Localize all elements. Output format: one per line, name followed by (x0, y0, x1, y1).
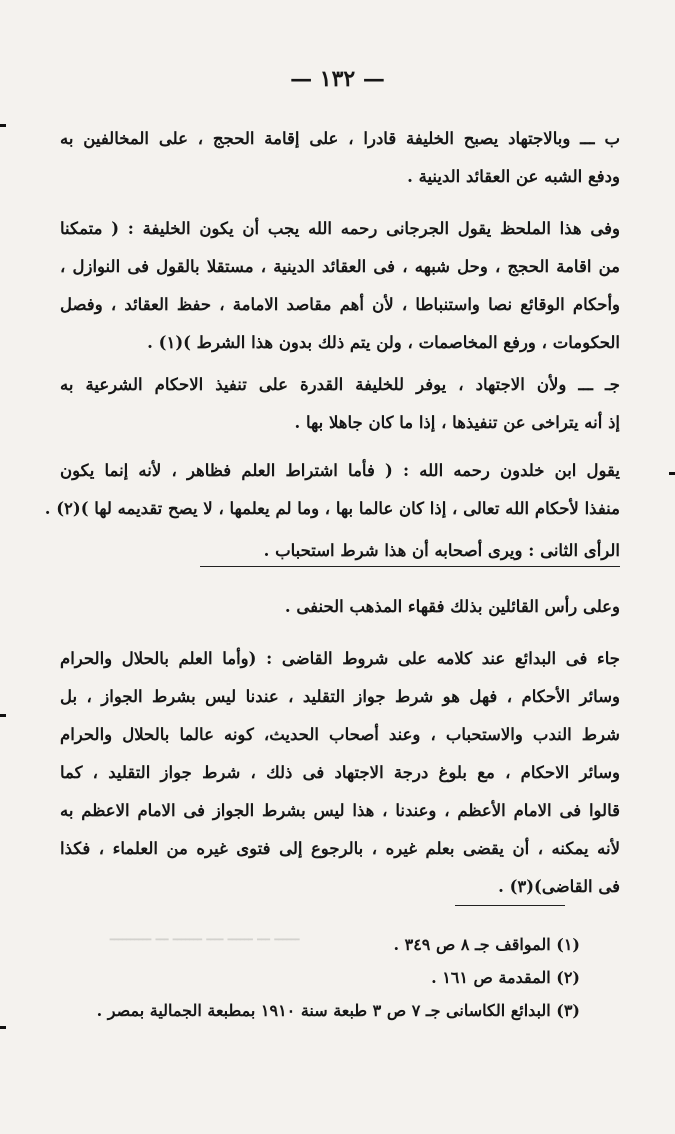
text-line: لأنه يمكنه ، أن يقضى بعلم غيره ، بالرجوع إلى فتوى غيره من العلماء ، فكذا (60, 839, 620, 858)
text-line: إذ أنه يتراخى عن تنفيذها ، إذا ما كان جاهلا بها . (294, 413, 620, 432)
footnote-1: (١) المواقف جـ ٨ ص ٣٤٩ . (393, 935, 580, 954)
footnote-divider (455, 905, 565, 906)
text-line: وعلى رأس القائلين بذلك فقهاء المذهب الحنفى . (284, 597, 620, 616)
text-line: الحكومات ، ورفع المخاصمات ، ولن يتم ذلك بدون هذا الشرط )(١) . (147, 333, 620, 352)
text-line: وسائر الأحكام ، فهل هو شرط جواز التقليد ، عندنا ليس بشرط الجواز ، بل (60, 687, 620, 706)
margin-mark (0, 1026, 6, 1029)
text-line: وأحكام الوقائع نصا واستنباطا ، لأن أهم مقاصد الامامة ، حفظ العقائد ، وفصل (60, 295, 620, 314)
text-line: جـ ـــ ولأن الاجتهاد ، يوفر للخليفة القدرة على تنفيذ الاحكام الشرعية به (60, 375, 620, 394)
paragraph-second-opinion (60, 532, 620, 570)
paragraph-badai-quote (60, 640, 620, 906)
paragraph-jurjani-paragraph (60, 210, 620, 362)
text-line: قالوا فى الامام الأعظم ، وعندنا ، هذا ليس بشرط الجواز فى الامام الاعظم به (60, 801, 620, 820)
margin-mark (0, 124, 6, 127)
text-line: شرط الندب والاستحباب ، وعند أصحاب الحديث، كونه عالما بالحلال والحرام (60, 725, 620, 744)
page-number: — ١٣٢ — (290, 66, 385, 92)
text-line: وفى هذا الملحظ يقول الجرجانى رحمه الله يجب أن يكون الخليفة : ( متمكنا (60, 219, 620, 238)
text-line: فى القاضى)(٣) . (498, 877, 620, 896)
text-line: وسائر الاحكام ، مع بلوغ درجة الاجتهاد فى ذلك ، شرط جواز التقليد ، كما (60, 763, 620, 782)
text-line: ب ـــ وبالاجتهاد يصبح الخليفة قادرا ، على إقامة الحجج ، على المخالفين به (60, 129, 620, 148)
paragraph-hanafi-paragraph (60, 588, 620, 626)
paragraph-ibn-khaldun-paragraph (44, 452, 620, 528)
text-line: من اقامة الحجج ، وحل شبهه ، فى العقائد الدينية ، مستقلا بالقول فى النوازل ، (60, 257, 620, 276)
footnote-2: (٢) المقدمة ص ١٦١ . (431, 968, 580, 987)
text-line: يقول ابن خلدون رحمه الله : ( فأما اشتراط العلم فظاهر ، لأنه إنما يكون (60, 461, 620, 480)
text-line: منفذا لأحكام الله تعالى ، إذا كان عالما بها ، وما لم يعلمها ، لا يصح تقديمه لها )(٢) . (44, 499, 620, 518)
underline (200, 566, 620, 567)
margin-mark (0, 714, 6, 717)
text-line: الرأى الثانى : ويرى أصحابه أن هذا شرط استحباب . (263, 541, 620, 560)
footnote-3: (٣) البدائع الكاسانى جـ ٧ ص ٣ طبعة سنة ١٩١٠ بمطبعة الجمالية بمصر . (96, 1001, 580, 1020)
margin-mark (669, 472, 675, 475)
text-line: جاء فى البدائع عند كلامه على شروط القاضى : (وأما العلم بالحلال والحرام (60, 649, 620, 668)
show-through-text: ــــــــــ ـــ ـــــــ ــــ ــــــ ـــ ــــــ (110, 928, 300, 944)
paragraph-point-j (60, 366, 620, 442)
paragraph-point-b (60, 120, 620, 196)
text-line: ودفع الشبه عن العقائد الدينية . (407, 167, 620, 186)
